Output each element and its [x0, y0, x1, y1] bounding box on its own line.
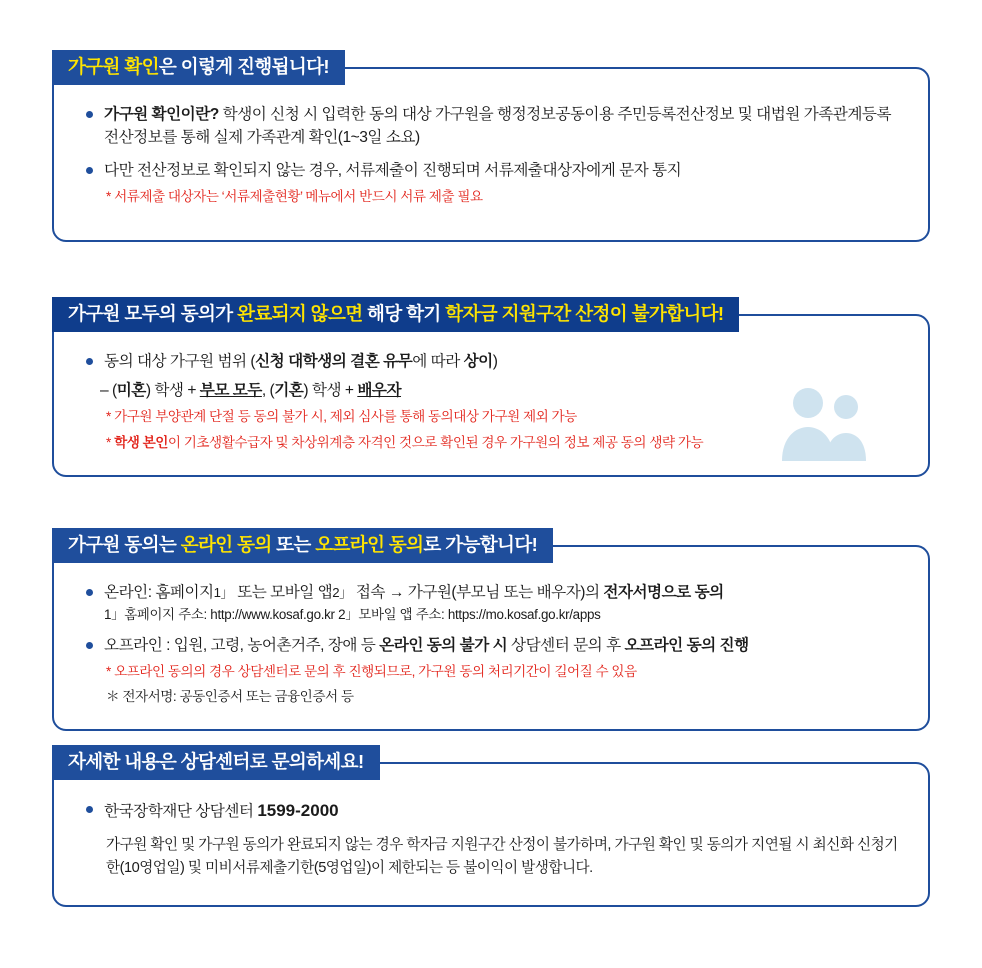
- section-3-header-a: 가구원 동의는: [68, 534, 181, 555]
- section-4-paragraph: 가구원 확인 및 가구원 동의가 완료되지 않는 경우 학자금 지원구간 산정이 불가하며, 가구원 확인 및 동의가 지연될 시 최신화 신청기한(10영업일) 및 미비서류제출기한(5영업일)이 제한되는 등 불이익이 발생합니다.: [106, 836, 898, 876]
- bullet-main-a: 동의 대상 가구원 범위 (: [104, 353, 256, 371]
- section-1-header-rest: 은 이렇게 진행됩니다!: [158, 56, 329, 77]
- section-2-note-1: * 가구원 부양관계 단절 등 동의 불가 시, 제외 심사를 통해 동의대상 가구원 제외 가능: [106, 409, 577, 425]
- sub-h: 배우자: [357, 382, 402, 400]
- list-item: [84, 159, 902, 182]
- list-item: [84, 581, 902, 625]
- note2-b: 학생 본인: [114, 434, 168, 450]
- section-3-body: [52, 545, 930, 731]
- homepage-app-links[interactable]: 1」홈페이지 주소: http://www.kosaf.go.kr 2」모바일 앱 주소: https://mo.kosaf.go.kr/apps: [104, 607, 601, 623]
- sub-d: 부모 모두: [199, 382, 262, 400]
- note2-a: *: [106, 434, 115, 450]
- section-3-header-b: 온라인 동의: [180, 534, 272, 555]
- section-1-header: [52, 50, 345, 85]
- section-2-header-part4: 학자금 지원구간 산정이 불가합니다!: [445, 303, 724, 324]
- family-group-icon: [768, 383, 880, 461]
- section-3-header-d: 오프라인 동의: [315, 534, 424, 555]
- bullet-offline-a: 오프라인 : 입원, 고령, 농어촌거주, 장애 등: [104, 637, 380, 655]
- section-2-body: [52, 314, 930, 477]
- bullet-offline-d: 오프라인 동의 진행: [624, 637, 749, 655]
- bullet-online-sup1: 1」: [213, 585, 234, 601]
- section-2-header-part3: 해당 학기: [362, 303, 446, 324]
- list-item: [84, 103, 902, 149]
- section-4-body: [52, 762, 930, 907]
- note2-c: 이 기초생활수급자 및 차상위계층 자격인 것으로 확인된 경우 가구원의 정보 제공 동의 생략 가능: [167, 434, 704, 450]
- list-item: [84, 350, 902, 373]
- section-1-note: * 서류제출 대상자는 ‘서류제출현황’ 메뉴에서 반드시 서류 제출 필요: [106, 188, 483, 204]
- section-consent-method: [52, 528, 930, 731]
- section-2-header-part1: 가구원 모두의 동의가: [68, 303, 238, 324]
- section-3-note-1: * 오프라인 동의의 경우 상담센터로 문의 후 진행되므로, 가구원 동의 처리기간이 길어질 수 있음: [106, 664, 637, 680]
- bullet-online-sup2: 2」: [332, 585, 352, 601]
- sub-e: , (: [261, 382, 275, 400]
- section-4-header: 자세한 내용은 상담센터로 문의하세요!: [52, 745, 380, 780]
- bullet-main-e: ): [492, 353, 498, 371]
- section-household-verify: [52, 50, 930, 242]
- section-contact-center: [52, 745, 930, 907]
- section-3-bullet-list: [84, 581, 902, 657]
- list-item: [84, 798, 902, 823]
- sub-c: ) 학생 +: [145, 382, 200, 400]
- section-1-body: [52, 67, 930, 242]
- bullet-online-c: 접속 → 가구원(부모님 또는 배우자)의: [351, 584, 604, 602]
- sub-f: 기혼: [274, 382, 304, 400]
- section-3-header-c: 또는: [271, 534, 316, 555]
- sub-a: – (: [100, 382, 117, 400]
- bullet-main-b: 신청 대학생의 결혼 유무: [255, 353, 413, 371]
- section-1-bullet-list: [84, 103, 902, 181]
- section-2-bullet-list: [84, 350, 902, 373]
- section-3-header: [52, 528, 553, 563]
- section-1-header-highlight: 가구원 확인: [68, 56, 159, 77]
- section-3-note-2: ＊ 전자서명: 공동인증서 또는 금융인증서 등: [106, 688, 354, 704]
- bullet-main-c: 에 따라: [412, 353, 464, 371]
- section-3-header-e: 로 가능합니다!: [423, 534, 538, 555]
- bullet-1-text: 학생이 신청 시 입력한 동의 대상 가구원을 행정정보공동이용 주민등록전산정보 및 대법원 가족관계등록전산정보를 통해 실제 가족관계 확인(1~3일 소요): [104, 106, 892, 147]
- list-item: [84, 634, 902, 657]
- contact-phone-number[interactable]: 1599-2000: [257, 801, 339, 821]
- bullet-offline-c: 상담센터 문의 후: [507, 637, 625, 655]
- bullet-online-b: 또는 모바일 앱: [233, 584, 333, 602]
- sub-b: 미혼: [116, 382, 146, 400]
- section-4-bullet-list: [84, 798, 902, 823]
- sub-g: ) 학생 +: [303, 382, 358, 400]
- bullet-online-bold: 전자서명으로 동의: [603, 584, 724, 602]
- contact-label: 한국장학재단 상담센터: [104, 803, 258, 821]
- bullet-2-text: 다만 전산정보로 확인되지 않는 경우, 서류제출이 진행되며 서류제출대상자에게 문자 통지: [104, 161, 682, 179]
- bullet-1-lead: 가구원 확인이란?: [104, 106, 219, 124]
- section-2-header: [52, 297, 739, 332]
- section-household-consent: [52, 297, 930, 477]
- bullet-offline-b: 온라인 동의 불가 시: [379, 637, 508, 655]
- bullet-main-d: 상이: [463, 353, 493, 371]
- section-2-header-part2: 완료되지 않으면: [237, 303, 363, 324]
- bullet-online-a: 온라인: 홈페이지: [104, 584, 214, 602]
